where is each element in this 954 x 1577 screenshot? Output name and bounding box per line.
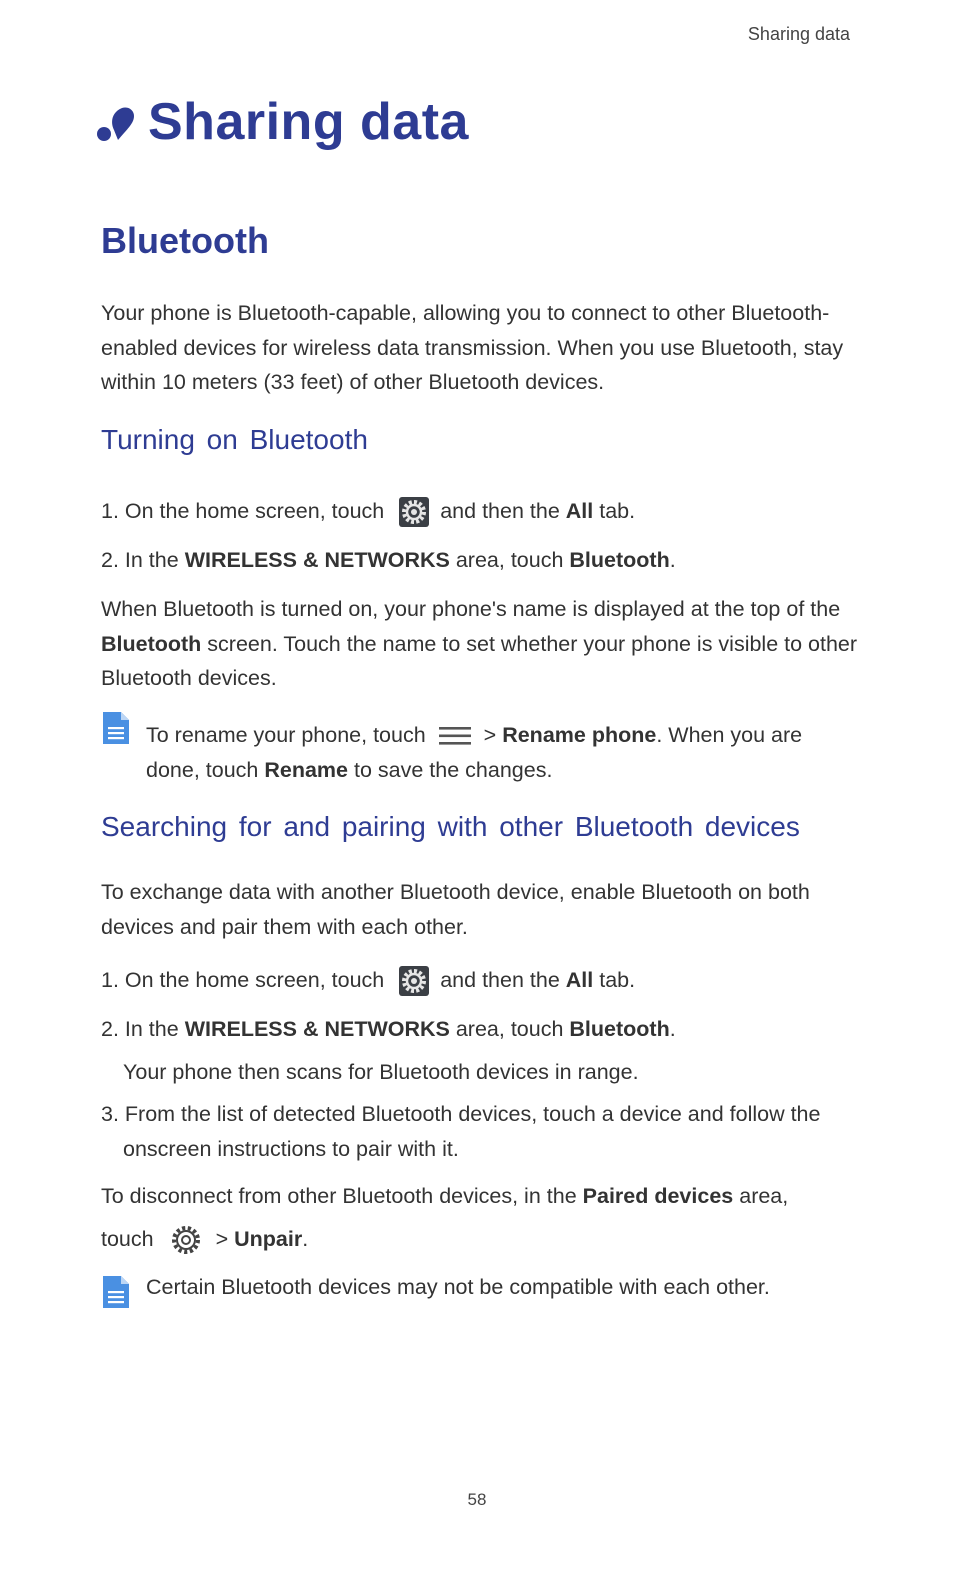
para-text: When Bluetooth is turned on, your phone's name is displayed at the top of the <box>101 597 841 621</box>
step-text: and then the <box>440 968 560 992</box>
turning-step-2 <box>101 543 676 577</box>
step-text: 2. In the <box>101 548 179 572</box>
pairing-step-3: 3. From the list of detected Bluetooth devices, touch a device and follow the onscreen instructions to pair with it. <box>101 1102 821 1161</box>
para-text: area, <box>739 1184 789 1208</box>
running-header: Sharing data <box>747 24 850 44</box>
step-bold: All <box>565 968 594 992</box>
settings-app-icon <box>398 496 430 528</box>
compatibility-note: Certain Bluetooth devices may not be compatible with each other. <box>146 1275 770 1299</box>
note-text: > <box>483 723 497 747</box>
step-text: area, touch <box>455 1017 564 1041</box>
chapter-title-row <box>96 92 469 152</box>
step-bold: Bluetooth <box>569 548 670 572</box>
note-text: to save the changes. <box>354 757 553 782</box>
step-text: area, touch <box>455 548 564 572</box>
note-text: To rename your phone, touch <box>146 723 426 747</box>
para-text: touch <box>101 1227 154 1251</box>
step-text: tab. <box>599 499 636 523</box>
note-text: . When you are done, touch <box>146 723 803 782</box>
disconnect-line-2 <box>101 1222 308 1256</box>
intro-paragraph: Your phone is Bluetooth-capable, allowing you to connect to other Bluetooth-enabled devices for wireless data transmission. When you use Bluetooth, stay within 10 meters (33 feet) of other Bluetooth devices. <box>101 301 844 394</box>
note-bold: Rename phone <box>502 723 657 747</box>
menu-icon <box>438 725 472 747</box>
para-text: > <box>215 1227 229 1251</box>
para-text: . <box>302 1227 309 1251</box>
section-title: Bluetooth <box>101 220 269 261</box>
step-text: tab. <box>599 968 636 992</box>
pairing-step-2-sub: Your phone then scans for Bluetooth devices in range. <box>123 1060 639 1084</box>
heading-pairing: Searching for and pairing with other Bluetooth devices <box>101 811 800 842</box>
pairing-step-1 <box>101 963 635 997</box>
step-bold: All <box>565 499 594 523</box>
step-text: . <box>669 548 676 572</box>
note-bold: Rename <box>264 757 349 782</box>
chapter-bullet-icon <box>96 100 138 144</box>
step-text: 2. In the <box>101 1017 179 1041</box>
rename-note <box>146 718 856 787</box>
chapter-title: Sharing data <box>148 93 469 151</box>
step-bold: Bluetooth <box>569 1017 670 1041</box>
step-bold: WIRELESS & NETWORKS <box>184 548 450 572</box>
para-bold: Unpair <box>234 1227 303 1251</box>
disconnect-line-1 <box>101 1179 788 1213</box>
pairing-step-2 <box>101 1012 676 1046</box>
heading-turning-on: Turning on Bluetooth <box>101 424 368 455</box>
para-text: screen. Touch the name to set whether your phone is visible to other Bluetooth devices. <box>101 631 858 690</box>
visibility-paragraph <box>101 592 861 696</box>
note-icon <box>101 710 131 746</box>
page-number: 58 <box>467 1490 487 1509</box>
note-icon <box>101 1274 131 1310</box>
step-bold: WIRELESS & NETWORKS <box>184 1017 450 1041</box>
step-text: 1. On the home screen, touch <box>101 968 385 992</box>
settings-app-icon <box>398 965 430 997</box>
turning-step-1 <box>101 494 635 528</box>
step-text: . <box>669 1017 676 1041</box>
para-bold: Paired devices <box>582 1184 734 1208</box>
step-text: and then the <box>440 499 560 523</box>
para-text: To disconnect from other Bluetooth devices, in the <box>101 1184 577 1208</box>
gear-icon <box>170 1224 202 1256</box>
para-bold: Bluetooth <box>101 631 202 656</box>
pairing-intro: To exchange data with another Bluetooth device, enable Bluetooth on both devices and pair them with each other. <box>101 880 810 939</box>
step-text: 1. On the home screen, touch <box>101 499 385 523</box>
